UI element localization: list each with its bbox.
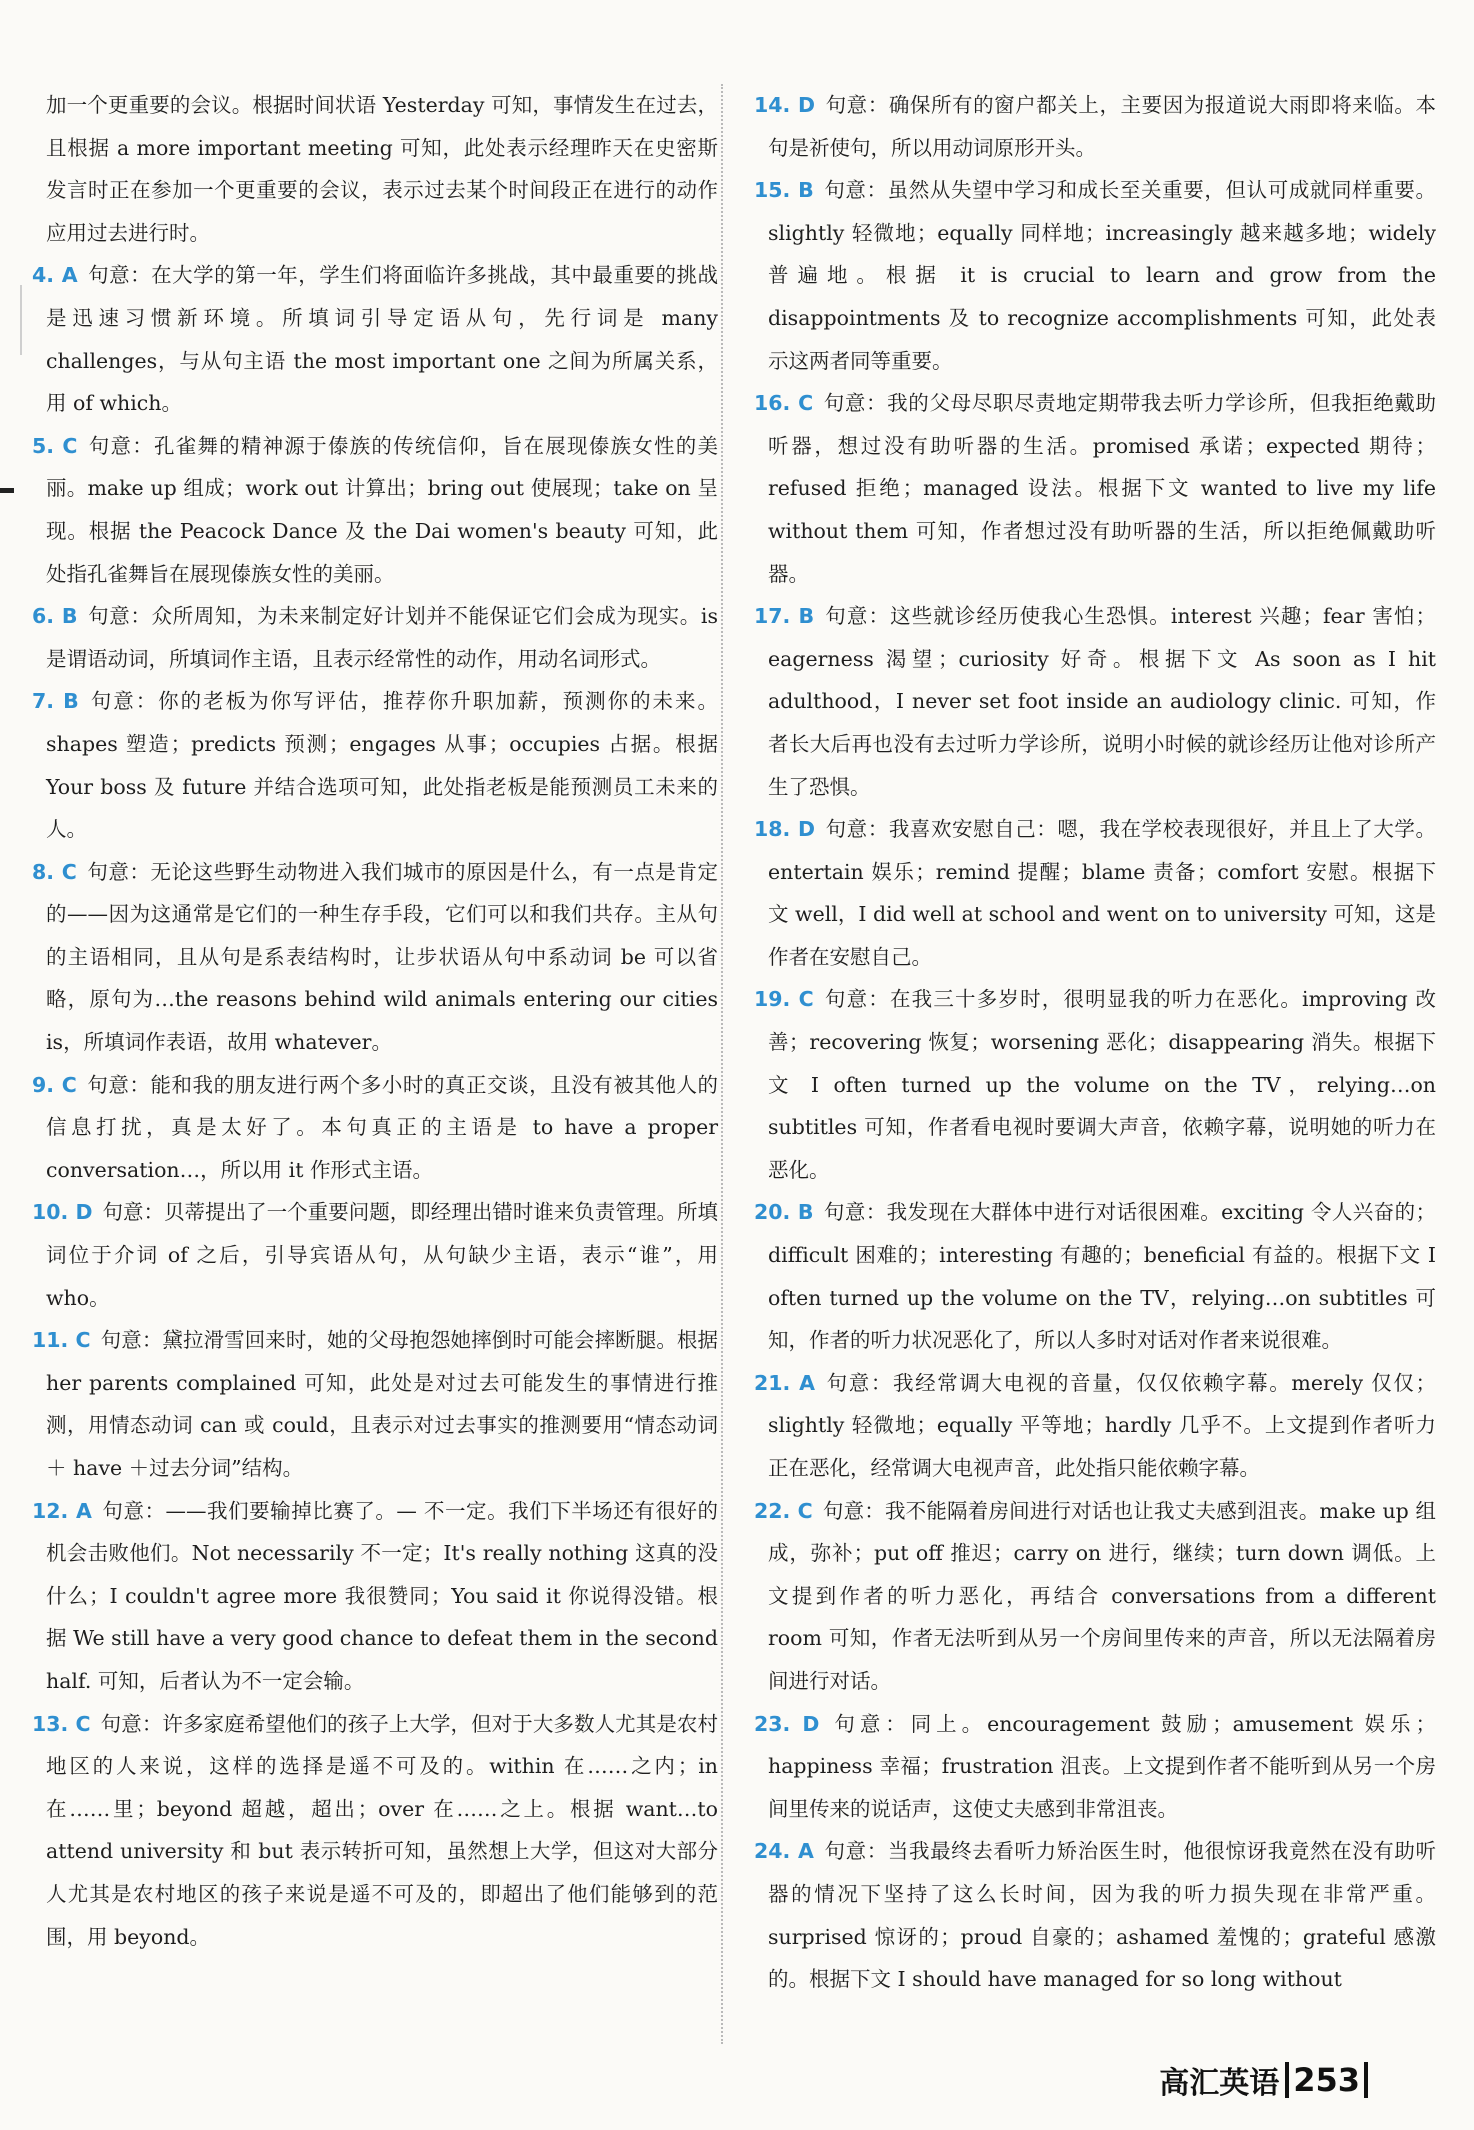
- answer-number: 4. A: [32, 263, 78, 288]
- answer-number: 19. C: [754, 987, 814, 1012]
- answer-entry: [754, 1830, 1437, 2000]
- answer-explanation: 句意：贝蒂提出了一个重要问题，即经理出错时谁来负责管理。所填词位于介词 of 之后，引导宾语从句，从句缺少主语，表示“谁”，用 who。: [46, 1200, 718, 1310]
- answer-number: 7. B: [32, 689, 79, 714]
- answer-explanation: 句意：我喜欢安慰自己：嗯，我在学校表现很好，并且上了大学。entertain 娱乐；remind 提醒；blame 责备；comfort 安慰。根据下文 well，I did well at school and went on to university 可知，这是作者在安慰自己。: [768, 817, 1436, 969]
- answer-explanation: 句意：孔雀舞的精神源于傣族的传统信仰，旨在展现傣族女性的美丽。make up 组成；work out 计算出；bring out 使展现；take on 呈现。根据 the Peacock Dance 及 the Dai women's beauty 可知，此处指孔雀舞旨在展现傣族女性的美丽。: [46, 433, 719, 586]
- answer-explanation: 句意：——我们要输掉比赛了。— 不一定。我们下半场还有很好的机会击败他们。Not necessarily 不一定；It's really nothing 这真的没什么；I couldn't agree more 我很赞同；You said it 你说得没错。根据 We still have a very good chance to defeat them in the second half. 可知，后者认为不一定会输。: [46, 1498, 718, 1693]
- answer-explanation: 句意：在我三十多岁时，很明显我的听力在恶化。improving 改善；recovering 恢复；worsening 恶化；disappearing 消失。根据下文 I often turned up the volume on the TV，relying…on subtitles 可知，作者看电视时要调大声音，依赖字幕，说明她的听力在恶化。: [768, 987, 1436, 1182]
- answer-explanation: 句意：这些就诊经历使我心生恐惧。interest 兴趣；fear 害怕；eagerness 渴望；curiosity 好奇。根据下文 As soon as I hit adulthood，I never set foot inside an audiology clinic. 可知，作者长大后再也没有去过听力学诊所，说明小时候的就诊经历让他对诊所产生了恐惧。: [768, 604, 1437, 799]
- answer-explanation: 句意：黛拉滑雪回来时，她的父母抱怨她摔倒时可能会摔断腿。根据 her parents complained 可知，此处是对过去可能发生的事情进行推测，用情态动词 can 或 could，且表示对过去事实的推测要用“情态动词＋ have ＋过去分词”结构。: [46, 1328, 718, 1480]
- answer-explanation: 句意：我发现在大群体中进行对话很困难。exciting 令人兴奋的；difficult 困难的；interesting 有趣的；beneficial 有益的。根据下文 I often turned up the volume on the TV，relying…on subtitles 可知，作者的听力状况恶化了，所以人多时对话对作者来说很难。: [768, 1200, 1437, 1353]
- answer-number: 24. A: [754, 1839, 814, 1864]
- answer-number: 13. C: [32, 1711, 91, 1736]
- answer-entry: [754, 1703, 1436, 1831]
- answer-entry: [754, 978, 1436, 1191]
- answer-explanation: 句意：我的父母尽职尽责地定期带我去听力学诊所，但我拒绝戴助听器，想过没有助听器的生活。promised 承诺；expected 期待；refused 拒绝；managed 设法。根据下文 wanted to live my life without them 可知，作者想过没有助听器的生活，所以拒绝佩戴助听器。: [768, 391, 1437, 586]
- answer-entry: [754, 595, 1437, 808]
- answer-number: 11. C: [32, 1328, 91, 1353]
- answer-number: 21. A: [754, 1370, 815, 1395]
- page-number: 253: [1285, 2062, 1368, 2098]
- answer-number: 17. B: [754, 604, 815, 629]
- answer-explanation: 加一个更重要的会议。根据时间状语 Yesterday 可知，事情发生在过去，且根据 a more important meeting 可知，此处表示经理昨天在史密斯发言时正在参加一个更重要的会议，表示过去某个时间段正在进行的动作应用过去进行时。: [46, 93, 718, 245]
- answer-explanation: 句意：同上。encouragement 鼓励；amusement 娱乐；happiness 幸福；frustration 沮丧。上文提到作者不能听到从另一个房间里传来的说话声，这使丈夫感到非常沮丧。: [768, 1711, 1436, 1821]
- answer-entry: [754, 1191, 1437, 1361]
- answer-entry: [754, 382, 1437, 595]
- left-column: [32, 84, 719, 1958]
- column-divider: [721, 84, 723, 2044]
- answer-entry: [32, 425, 719, 595]
- footer-title: 高汇英语: [1159, 2066, 1280, 2101]
- binding-mark: [0, 488, 14, 493]
- answer-entry: [32, 1064, 719, 1192]
- page-footer: [1159, 2058, 1368, 2102]
- answer-number: 15. B: [754, 178, 814, 203]
- answer-number: 14. D: [754, 93, 816, 117]
- answer-explanation: 句意：许多家庭希望他们的孩子上大学，但对于大多数人尤其是农村地区的人来说，这样的选择是遥不可及的。within 在……之内；in 在……里；beyond 超越，超出；over 在……之上。根据 want…to attend university 和 but 表示转折可知，虽然想上大学，但这对大部分人尤其是农村地区的孩子来说是遥不可及的，即超出了他们能够到的范围，用 beyond。: [46, 1711, 718, 1949]
- answer-number: 22. C: [754, 1498, 813, 1523]
- answer-number: 12. A: [32, 1498, 92, 1523]
- answer-explanation: 句意：你的老板为你写评估，推荐你升职加薪，预测你的未来。shapes 塑造；predicts 预测；engages 从事；occupies 占据。根据 Your boss 及 future 并结合选项可知，此处指老板是能预测员工未来的人。: [46, 689, 718, 842]
- answer-number: 16. C: [754, 391, 814, 416]
- answer-entry: [32, 1319, 718, 1489]
- answer-entry: [32, 680, 718, 850]
- answer-explanation: 句意：我经常调大电视的音量，仅仅依赖字幕。merely 仅仅；slightly 轻微地；equally 平等地；hardly 几乎不。上文提到作者听力正在恶化，经常调大电视声音，此处指只能依赖字幕。: [768, 1370, 1436, 1480]
- answer-entry: [32, 1490, 718, 1703]
- answer-entry: [754, 1362, 1436, 1490]
- margin-mark: [20, 285, 22, 355]
- answer-number: 10. D: [32, 1200, 93, 1225]
- right-column: [754, 84, 1437, 2001]
- answer-explanation: 句意：在大学的第一年，学生们将面临许多挑战，其中最重要的挑战是迅速习惯新环境。所填词引导定语从句，先行词是 many challenges，与从句主语 the most important one 之间为所属关系，用 of which。: [46, 263, 718, 416]
- answer-number: 18. D: [754, 817, 816, 842]
- answer-entry: [754, 169, 1437, 382]
- answer-entry: [46, 84, 718, 254]
- answer-entry: [32, 595, 718, 680]
- answer-entry: [32, 254, 718, 424]
- answer-explanation: 句意：众所周知，为未来制定好计划并不能保证它们会成为现实。is 是谓语动词，所填词作主语，且表示经常性的动作，用动名词形式。: [46, 604, 718, 671]
- answer-entry: [32, 1191, 718, 1319]
- answer-explanation: 句意：能和我的朋友进行两个多小时的真正交谈，且没有被其他人的信息打扰，真是太好了。本句真正的主语是 to have a proper conversation…，所以用 it 作形式主语。: [46, 1072, 719, 1182]
- answer-explanation: 句意：无论这些野生动物进入我们城市的原因是什么，有一点是肯定的——因为这通常是它们的一种生存手段，它们可以和我们共存。主从句的主语相同，且从句是系表结构时，让步状语从句中系动词 be 可以省略，原句为…the reasons behind wild animals entering our cities is，所填词作表语，故用 whatever。: [46, 859, 719, 1055]
- answer-entry: [754, 808, 1436, 978]
- answer-number: 5. C: [32, 433, 78, 458]
- answer-entry: [32, 851, 719, 1064]
- answer-number: 23. D: [754, 1711, 820, 1736]
- answer-explanation: 句意：我不能隔着房间进行对话也让我丈夫感到沮丧。make up 组成，弥补；put off 推迟；carry on 进行，继续；turn down 调低。上文提到作者的听力恶化，再结合 conversations from a different room 可知，作者无法听到从另一个房间里传来的声音，所以无法隔着房间进行对话。: [768, 1498, 1437, 1693]
- answer-explanation: 句意：虽然从失望中学习和成长至关重要，但认可成就同样重要。slightly 轻微地；equally 同样地；increasingly 越来越多地；widely 普遍地。根据 it is crucial to learn and grow from the disappointments 及 to recognize accomplishments 可知，此处表示这两者同等重要。: [768, 178, 1437, 373]
- answer-number: 6. B: [32, 604, 78, 629]
- answer-entry: [754, 1490, 1437, 1703]
- answer-number: 20. B: [754, 1200, 814, 1225]
- answer-number: 9. C: [32, 1072, 77, 1097]
- answer-number: 8. C: [32, 859, 77, 884]
- answer-entry: [32, 1703, 718, 1959]
- answer-explanation: 句意：当我最终去看听力矫治医生时，他很惊讶我竟然在没有助听器的情况下坚持了这么长时间，因为我的听力损失现在非常严重。surprised 惊讶的；proud 自豪的；ashamed 羞愧的；grateful 感激的。根据下文 I should have managed for so long without: [768, 1839, 1437, 1992]
- answer-explanation: 句意：确保所有的窗户都关上，主要因为报道说大雨即将来临。本句是祈使句，所以用动词原形开头。: [768, 93, 1436, 160]
- answer-entry: [754, 84, 1436, 169]
